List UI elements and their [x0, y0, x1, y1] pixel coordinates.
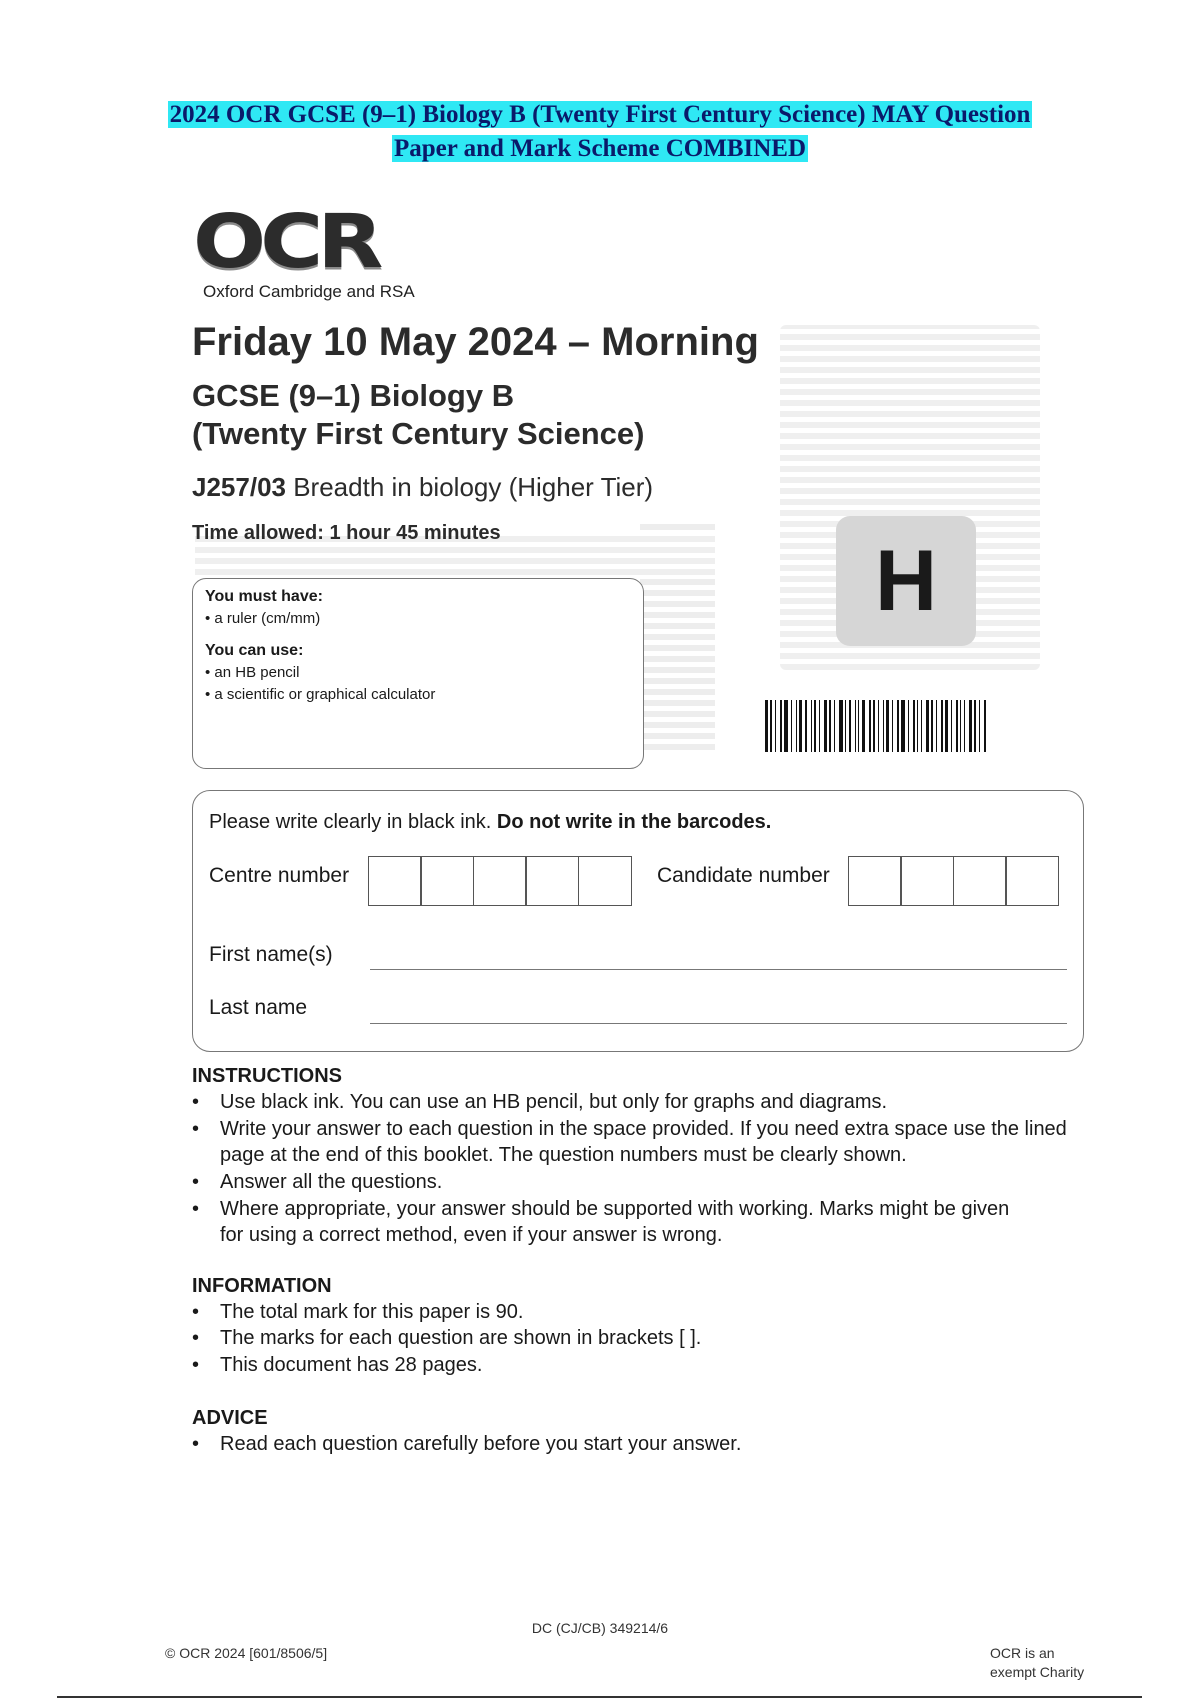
- barcode-bar: [886, 700, 889, 752]
- centre-number-cell[interactable]: [420, 856, 474, 906]
- barcode-bar: [829, 700, 831, 752]
- banner-line-2: Paper and Mark Scheme COMBINED: [393, 135, 807, 162]
- equipment-box: [192, 578, 644, 769]
- barcode-bar: [855, 700, 856, 752]
- must-have-item: • a ruler (cm/mm): [205, 610, 321, 627]
- paper-code: J257/03: [192, 472, 286, 502]
- can-use-heading: You can use:: [205, 642, 304, 659]
- paper-code-line: [192, 472, 653, 503]
- barcode-bar: [956, 700, 958, 752]
- ocr-logo: [193, 198, 415, 301]
- first-name-field[interactable]: [370, 969, 1067, 970]
- barcode-bar: [780, 700, 782, 752]
- candidate-number-cells[interactable]: [849, 856, 1059, 906]
- barcode-bar: [796, 700, 797, 752]
- subject-title: GCSE (9–1) Biology B: [192, 378, 515, 413]
- ink-instruction-text: Please write clearly in black ink.: [209, 811, 497, 833]
- centre-number-cell[interactable]: [578, 856, 632, 906]
- instructions-heading: INSTRUCTIONS: [192, 1065, 342, 1087]
- barcode-bar: [878, 700, 879, 752]
- candidate-number-cell[interactable]: [900, 856, 954, 906]
- barcode-bar: [770, 700, 772, 752]
- document-code: DC (CJ/CB) 349214/6: [531, 1620, 669, 1636]
- barcode-bar: [931, 700, 933, 752]
- barcode-bar: [819, 700, 820, 752]
- ocr-logo-mark: OCR: [193, 198, 378, 285]
- document-banner: [0, 98, 1200, 166]
- barcode-bar: [892, 700, 893, 752]
- centre-number-cell[interactable]: [525, 856, 579, 906]
- barcode-bar: [784, 700, 788, 752]
- bottom-rule: [57, 1696, 1142, 1698]
- barcode-bar: [869, 700, 871, 752]
- barcode-bar: [862, 700, 865, 752]
- copyright: © OCR 2024 [601/8506/5]: [165, 1645, 328, 1661]
- barcode-bar: [858, 700, 859, 752]
- centre-number-label: Centre number: [209, 864, 350, 887]
- barcode-bar: [951, 700, 952, 752]
- barcode-bar: [845, 700, 846, 752]
- barcode-bar: [936, 700, 937, 752]
- candidate-number-cell[interactable]: [1005, 856, 1059, 906]
- charity-note: [990, 1644, 1110, 1682]
- must-have-heading: You must have:: [205, 588, 323, 605]
- candidate-number-cell[interactable]: [848, 856, 902, 906]
- barcode-bar: [974, 700, 976, 752]
- barcode-bar: [979, 700, 980, 752]
- barcode-bar: [775, 700, 776, 752]
- information-heading: INFORMATION: [192, 1275, 332, 1297]
- last-name-field[interactable]: [370, 1023, 1067, 1024]
- charity-line-1: OCR is an: [990, 1645, 1055, 1661]
- barcode-bar: [811, 700, 812, 752]
- subject-subtitle: (Twenty First Century Science): [192, 416, 645, 451]
- candidate-number-cell[interactable]: [953, 856, 1007, 906]
- barcode-bar: [834, 700, 835, 752]
- paper-title: Breadth in biology (Higher Tier): [293, 472, 654, 502]
- barcode-bar: [901, 700, 905, 752]
- barcode-bar: [941, 700, 943, 752]
- centre-number-cell[interactable]: [473, 856, 527, 906]
- barcode-bar: [799, 700, 802, 752]
- exam-date: Friday 10 May 2024 – Morning: [192, 320, 759, 364]
- centre-number-cell[interactable]: [368, 856, 422, 906]
- barcode-bar: [791, 700, 792, 752]
- charity-line-2: exempt Charity: [990, 1664, 1085, 1680]
- barcode-bar: [814, 700, 816, 752]
- can-use-item: • a scientific or graphical calculator: [205, 686, 436, 703]
- barcode-bar: [917, 700, 918, 752]
- barcode-bar: [908, 700, 909, 752]
- barcode-bar: [873, 700, 875, 752]
- barcode-bar: [839, 700, 843, 752]
- barcode-bar: [960, 700, 961, 752]
- barcode-bar: [945, 700, 948, 752]
- barcode: [765, 700, 1048, 755]
- tier-badge: H: [836, 516, 976, 646]
- barcode-bar: [805, 700, 807, 752]
- barcode-warning: Do not write in the barcodes.: [496, 811, 772, 833]
- barcode-bar: [964, 700, 965, 752]
- barcode-bar: [913, 700, 915, 752]
- candidate-details-box: [192, 790, 1084, 1052]
- barcode-bar: [984, 700, 986, 752]
- barcode-bar: [926, 700, 929, 752]
- barcode-bar: [883, 700, 884, 752]
- ocr-logo-subtitle: Oxford Cambridge and RSA: [203, 282, 415, 301]
- advice-heading: ADVICE: [192, 1407, 268, 1429]
- last-name-label: Last name: [209, 996, 308, 1019]
- barcode-bar: [849, 700, 851, 752]
- candidate-number-label: Candidate number: [657, 864, 830, 887]
- barcode-bar: [765, 700, 768, 752]
- banner-line-1: 2024 OCR GCSE (9–1) Biology B (Twenty First Century Science) MAY Question: [169, 101, 1031, 128]
- first-name-label: First name(s): [209, 943, 333, 966]
- can-use-item: • an HB pencil: [205, 664, 300, 681]
- centre-number-cells[interactable]: [369, 856, 632, 906]
- barcode-bar: [824, 700, 827, 752]
- time-allowed: Time allowed: 1 hour 45 minutes: [192, 522, 501, 544]
- ink-instruction: [209, 811, 771, 834]
- barcode-bar: [897, 700, 899, 752]
- barcode-bar: [969, 700, 972, 752]
- barcode-bar: [921, 700, 922, 752]
